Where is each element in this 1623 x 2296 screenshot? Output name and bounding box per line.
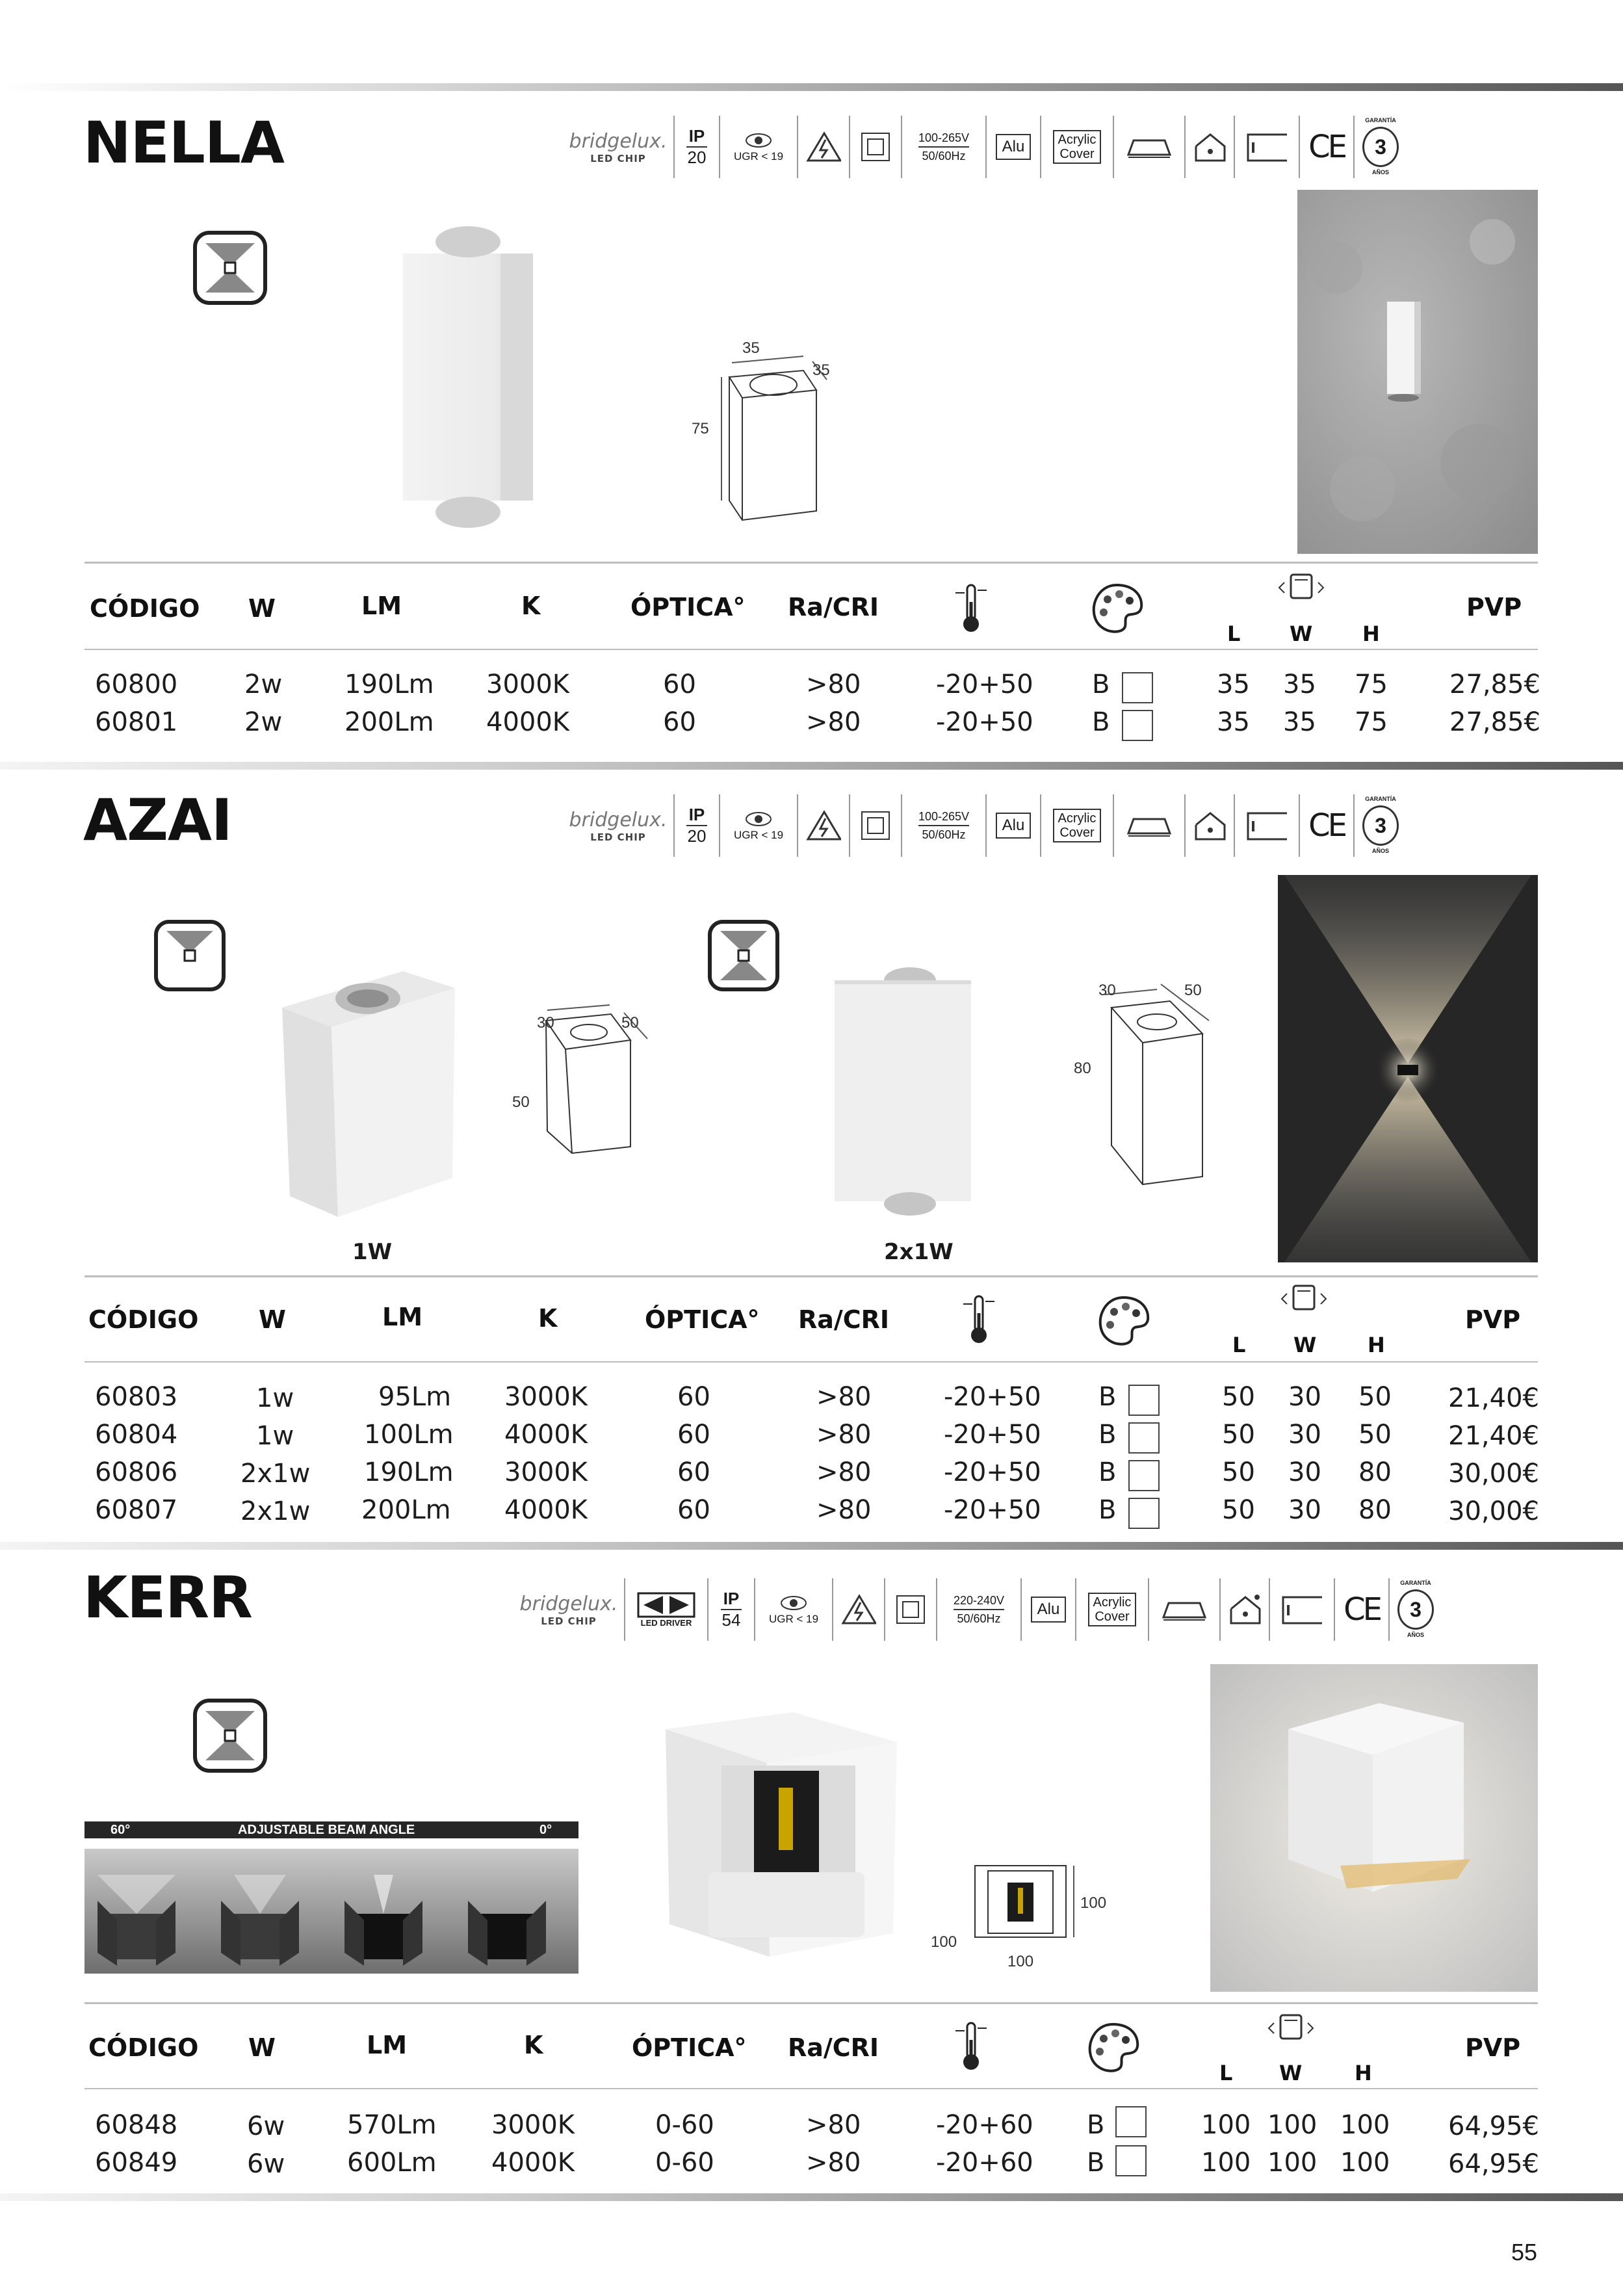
voltage-spec: 100-265V 50/60Hz bbox=[902, 116, 987, 178]
surface-mount-icon bbox=[1114, 794, 1186, 857]
beam-angle-illustration bbox=[84, 1849, 578, 1974]
header-h: H bbox=[1355, 2061, 1372, 2085]
header-width: W bbox=[1293, 1333, 1317, 1357]
azai-ambient-photo bbox=[1278, 875, 1538, 1262]
header-width: W bbox=[1279, 2061, 1303, 2085]
ip-rating: IP 20 bbox=[673, 794, 720, 857]
header-pvp: PVP bbox=[1466, 593, 1522, 621]
eye-icon bbox=[744, 131, 773, 150]
ugr-rating: UGR < 19 bbox=[720, 794, 798, 857]
dimensions-icon bbox=[1278, 1282, 1330, 1316]
dim-depth: 100 bbox=[931, 1933, 957, 1951]
header-optica: ÓPTICA° bbox=[645, 1305, 760, 1334]
dim-height: 80 bbox=[1074, 1060, 1091, 1077]
cert-strip-nella bbox=[563, 116, 1407, 178]
product-title-kerr: KERR bbox=[83, 1564, 252, 1631]
dimensions-icon bbox=[1265, 2011, 1317, 2045]
bridgelux-logo: bridgelux. LED CHIP bbox=[569, 808, 668, 843]
table-header-line bbox=[84, 2088, 1538, 2089]
section-divider bbox=[0, 762, 1623, 770]
electric-shock-icon bbox=[798, 116, 850, 178]
beam-up-down-icon bbox=[192, 1698, 268, 1773]
surface-mount-icon bbox=[1149, 1578, 1221, 1641]
header-l: L bbox=[1232, 1333, 1246, 1357]
outdoor-icon bbox=[1221, 1578, 1270, 1641]
dimensions-icon bbox=[1275, 571, 1327, 605]
voltage-spec: 100-265V 50/60Hz bbox=[902, 794, 987, 857]
dim-depth: 50 bbox=[1184, 982, 1202, 999]
caption-1w: 1W bbox=[352, 1239, 393, 1265]
header-l: L bbox=[1219, 2061, 1233, 2085]
beam-up-down-icon bbox=[192, 230, 268, 306]
color-swatch bbox=[1115, 2145, 1147, 2176]
caption-2x1w: 2x1W bbox=[884, 1239, 954, 1265]
color-swatch bbox=[1122, 710, 1153, 741]
azai-2x1w-dimension-drawing bbox=[1072, 975, 1228, 1190]
material-alu: Alu bbox=[987, 116, 1041, 178]
dim-height: 50 bbox=[512, 1093, 530, 1111]
ip-rating: IP 54 bbox=[708, 1578, 755, 1641]
beam-up-icon bbox=[153, 919, 226, 992]
temperature-icon bbox=[953, 2020, 989, 2072]
dim-height: 75 bbox=[692, 420, 709, 437]
header-codigo: CÓDIGO bbox=[88, 2033, 199, 2062]
acrylic-cover: Acrylic Cover bbox=[1076, 1578, 1149, 1641]
ce-mark: CE bbox=[1300, 794, 1355, 857]
led-driver-icon: LED DRIVER bbox=[624, 1578, 708, 1641]
ugr-rating: UGR < 19 bbox=[720, 116, 798, 178]
table-top-line bbox=[84, 1275, 1538, 1277]
header-optica: ÓPTICA° bbox=[630, 593, 746, 621]
eye-icon bbox=[744, 809, 773, 829]
header-w: W bbox=[248, 594, 276, 623]
indoor-icon bbox=[1186, 794, 1235, 857]
eye-icon bbox=[779, 1593, 808, 1613]
class-ii-icon bbox=[885, 1578, 937, 1641]
bridgelux-logo: bridgelux. LED CHIP bbox=[519, 1592, 618, 1627]
azai-2x1w-product-image bbox=[825, 962, 981, 1222]
color-swatch bbox=[1128, 1498, 1160, 1529]
header-lm: LM bbox=[382, 1303, 423, 1331]
header-ra: Ra/CRI bbox=[798, 1305, 890, 1334]
product-title-nella: NELLA bbox=[83, 109, 285, 176]
header-k: K bbox=[538, 1304, 558, 1333]
azai-1w-product-image bbox=[273, 962, 468, 1222]
header-lm: LM bbox=[361, 592, 402, 620]
kerr-ambient-photo bbox=[1210, 1664, 1538, 1992]
table-header-line bbox=[84, 1361, 1538, 1363]
header-w: W bbox=[248, 2033, 276, 2062]
temperature-icon bbox=[953, 582, 989, 634]
surface-mount-icon bbox=[1114, 116, 1186, 178]
material-alu: Alu bbox=[987, 794, 1041, 857]
table-top-line bbox=[84, 2002, 1538, 2004]
electric-shock-icon bbox=[833, 1578, 885, 1641]
header-pvp: PVP bbox=[1465, 2033, 1521, 2062]
color-palette-icon bbox=[1089, 581, 1145, 636]
section-divider bbox=[0, 83, 1623, 91]
ce-mark: CE bbox=[1335, 1578, 1390, 1641]
nella-dimension-drawing bbox=[689, 338, 858, 533]
kerr-dimension-drawing bbox=[968, 1859, 1085, 1950]
nella-product-image bbox=[390, 221, 546, 533]
color-palette-icon bbox=[1085, 2020, 1141, 2075]
dim-height: 100 bbox=[1080, 1894, 1107, 1912]
ugr-rating: UGR < 19 bbox=[755, 1578, 833, 1641]
dim-width: 30 bbox=[537, 1014, 554, 1032]
header-pvp: PVP bbox=[1465, 1305, 1521, 1334]
acrylic-cover: Acrylic Cover bbox=[1041, 116, 1114, 178]
acrylic-cover: Acrylic Cover bbox=[1041, 794, 1114, 857]
header-w: W bbox=[259, 1305, 286, 1334]
bridgelux-logo: bridgelux. LED CHIP bbox=[569, 129, 668, 164]
wall-mount-icon bbox=[1235, 794, 1300, 857]
color-swatch bbox=[1128, 1385, 1160, 1416]
color-palette-icon bbox=[1096, 1294, 1152, 1348]
dim-width: 35 bbox=[742, 339, 760, 357]
header-h: H bbox=[1362, 621, 1380, 646]
class-ii-icon bbox=[850, 116, 902, 178]
color-swatch bbox=[1128, 1460, 1160, 1491]
color-swatch bbox=[1128, 1422, 1160, 1454]
header-optica: ÓPTICA° bbox=[632, 2033, 747, 2062]
header-codigo: CÓDIGO bbox=[88, 1305, 199, 1334]
header-lm: LM bbox=[367, 2031, 408, 2059]
dim-width: 100 bbox=[1007, 1953, 1034, 1970]
page-number: 55 bbox=[1511, 2239, 1537, 2265]
adjustable-beam-bar: 60° ADJUSTABLE BEAM ANGLE 0° bbox=[84, 1821, 578, 1838]
class-ii-icon bbox=[850, 794, 902, 857]
ip-rating: IP 20 bbox=[673, 116, 720, 178]
color-swatch bbox=[1115, 2106, 1147, 2137]
header-l: L bbox=[1227, 621, 1241, 646]
header-width: W bbox=[1290, 621, 1313, 646]
guarantee-badge: GARANTÍA 3 AÑOS bbox=[1355, 116, 1407, 178]
header-ra: Ra/CRI bbox=[788, 2033, 879, 2062]
material-alu: Alu bbox=[1022, 1578, 1076, 1641]
kerr-product-image bbox=[656, 1703, 903, 1963]
guarantee-badge: GARANTÍA 3 AÑOS bbox=[1355, 794, 1407, 857]
header-h: H bbox=[1368, 1333, 1385, 1357]
header-k: K bbox=[521, 592, 541, 620]
header-k: K bbox=[524, 2031, 543, 2059]
header-ra: Ra/CRI bbox=[788, 593, 879, 621]
table-header-line bbox=[84, 649, 1538, 650]
section-divider bbox=[0, 1542, 1623, 1550]
guarantee-badge: GARANTÍA 3 AÑOS bbox=[1390, 1578, 1442, 1641]
header-codigo: CÓDIGO bbox=[90, 594, 200, 623]
electric-shock-icon bbox=[798, 794, 850, 857]
dim-depth: 50 bbox=[621, 1014, 639, 1032]
voltage-spec: 220-240V 50/60Hz bbox=[937, 1578, 1022, 1641]
cert-strip-azai bbox=[563, 794, 1407, 857]
footer-divider bbox=[0, 2193, 1623, 2201]
table-top-line bbox=[84, 562, 1538, 564]
dim-depth: 35 bbox=[812, 361, 830, 379]
color-swatch bbox=[1122, 672, 1153, 703]
indoor-icon bbox=[1186, 116, 1235, 178]
wall-mount-icon bbox=[1270, 1578, 1335, 1641]
ce-mark: CE bbox=[1300, 116, 1355, 178]
nella-ambient-photo bbox=[1297, 190, 1538, 554]
temperature-icon bbox=[961, 1294, 997, 1346]
dim-width: 30 bbox=[1098, 982, 1116, 999]
cert-strip-kerr bbox=[513, 1578, 1442, 1641]
beam-up-down-icon bbox=[707, 919, 780, 992]
product-title-azai: AZAI bbox=[83, 787, 232, 854]
wall-mount-icon bbox=[1235, 116, 1300, 178]
